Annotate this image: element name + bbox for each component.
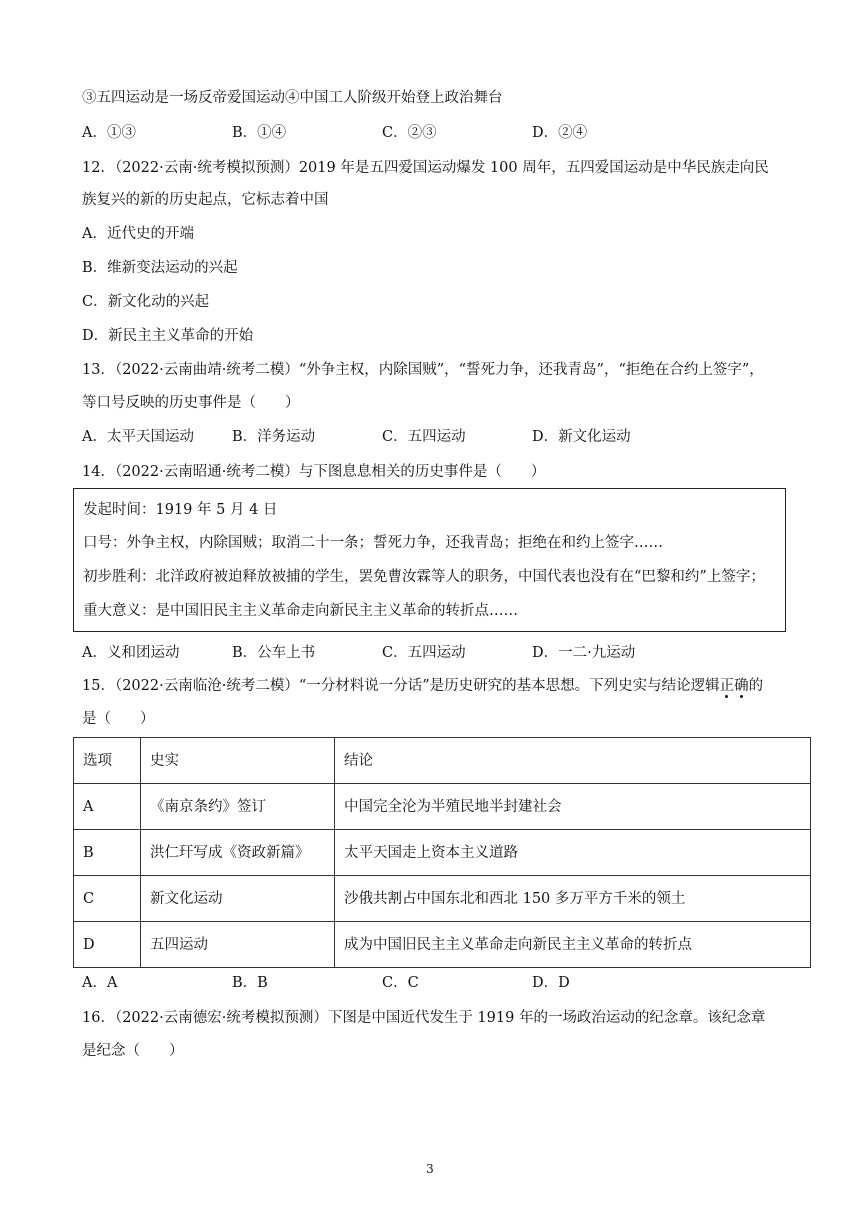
table-cell: B	[74, 830, 141, 876]
q12-stem-line1: 12．（2022·云南·统考模拟预测）2019 年是五四爱国运动爆发 100 周年，五四爱国运动是中华民族走向民	[82, 160, 769, 176]
q11-option-c: C．②③	[382, 125, 437, 141]
q15-option-b: B．B	[232, 975, 268, 991]
q15-emphasis-char-1: 正	[719, 678, 735, 694]
q13-options	[82, 427, 782, 447]
q15-stem-tail: 的	[748, 678, 764, 694]
table-cell: A	[74, 784, 141, 830]
q14-option-b: B．公车上书	[232, 645, 316, 661]
q15-stem-text: 15．（2022·云南临沧·统考二模）“一分材料说一分话”是历史研究的基本思想。下列史实与结论逻辑	[82, 678, 720, 694]
q12-option-c: C．新文化动的兴起	[82, 294, 210, 310]
page-number: 3	[426, 1162, 434, 1176]
q12-stem-line2: 族复兴的新的历史起点，它标志着中国	[82, 192, 329, 208]
table-row	[74, 830, 811, 876]
q14-stem: 14．（2022·云南昭通·统考二模）与下图息息相关的历史事件是（ ）	[82, 464, 546, 480]
q14-options	[82, 643, 782, 663]
q14-material-box	[73, 488, 786, 632]
q14-box-line-time: 发起时间：1919 年 5 月 4 日	[83, 502, 278, 518]
q12-option-d: D．新民主主义革命的开始	[82, 328, 254, 344]
table-cell: 五四运动	[141, 922, 335, 968]
q16-stem-line2: 是纪念（ ）	[82, 1043, 184, 1059]
q14-option-a: A．义和团运动	[82, 645, 180, 661]
q12-option-a: A．近代史的开端	[82, 226, 194, 242]
q14-box-line-victory: 初步胜利：北洋政府被迫释放被捕的学生，罢免曹汝霖等人的职务，中国代表也没有在“巴黎和约”上签字；	[83, 569, 765, 585]
table-cell: 中国完全沦为半殖民地半封建社会	[335, 784, 811, 830]
table-cell: C	[74, 876, 141, 922]
q15-emphasis-char-2: 确	[734, 678, 749, 694]
q11-options	[82, 123, 782, 143]
q11-option-a: A．①③	[82, 125, 136, 141]
q14-box-line-slogan: 口号：外争主权，内除国贼；取消二十一条；誓死力争，还我青岛；拒绝在和约上签字……	[83, 535, 663, 551]
q13-option-d: D．新文化运动	[532, 429, 631, 445]
table-row	[74, 922, 811, 968]
q14-box-line-significance: 重大意义：是中国旧民主主义革命走向新民主主义革命的转折点……	[83, 603, 518, 619]
table-cell: 洪仁玕写成《资政新篇》	[141, 830, 335, 876]
q15-option-d: D．D	[532, 975, 570, 991]
q14-option-c: C．五四运动	[382, 645, 466, 661]
q11-statement-line: ③五四运动是一场反帝爱国运动④中国工人阶级开始登上政治舞台	[82, 90, 503, 106]
q16-stem-line1: 16．（2022·云南德宏·统考模拟预测）下图是中国近代发生于 1919 年的一场政治运动的纪念章。该纪念章	[82, 1010, 766, 1026]
q12-option-b: B．维新变法运动的兴起	[82, 260, 238, 276]
q15-option-c: C．C	[382, 975, 419, 991]
table-cell: D	[74, 922, 141, 968]
table-header-cell: 史实	[141, 738, 335, 784]
q15-option-a: A．A	[82, 975, 118, 991]
q13-stem-line2: 等口号反映的历史事件是（ ）	[82, 395, 300, 411]
q15-stem-line1	[82, 676, 763, 696]
table-cell: 成为中国旧民主主义革命走向新民主主义革命的转折点	[335, 922, 811, 968]
q15-options	[82, 973, 782, 993]
q13-option-a: A．太平天国运动	[82, 429, 194, 445]
table-cell: 沙俄共割占中国东北和西北 150 多万平方千米的领土	[335, 876, 811, 922]
q11-option-d: D．②④	[532, 125, 588, 141]
q13-stem-line1: 13．（2022·云南曲靖·统考二模）“外争主权，内除国贼”，“誓死力争，还我青岛”，“拒绝在合约上签字”，	[82, 362, 764, 378]
q13-option-b: B．洋务运动	[232, 429, 316, 445]
table-header-row	[74, 738, 811, 784]
table-header-cell: 结论	[335, 738, 811, 784]
table-cell: 《南京条约》签订	[141, 784, 335, 830]
table-row	[74, 784, 811, 830]
q15-table	[73, 737, 811, 968]
q11-option-b: B．①④	[232, 125, 287, 141]
table-header-cell: 选项	[74, 738, 141, 784]
q15-stem-line2: 是（ ）	[82, 711, 155, 727]
q14-option-d: D．一二·九运动	[532, 645, 636, 661]
table-cell: 新文化运动	[141, 876, 335, 922]
table-cell: 太平天国走上资本主义道路	[335, 830, 811, 876]
table-row	[74, 876, 811, 922]
q13-option-c: C．五四运动	[382, 429, 466, 445]
